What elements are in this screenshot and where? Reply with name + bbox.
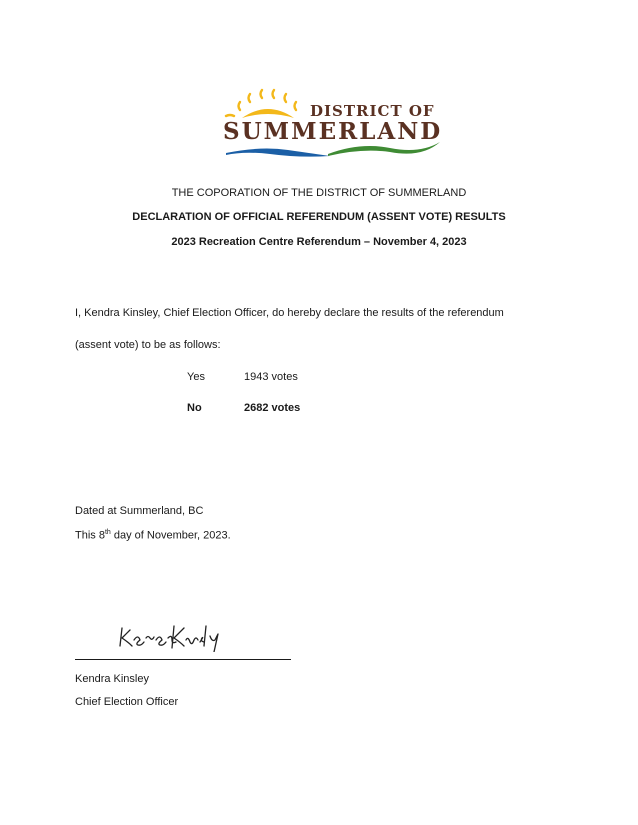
heading-referendum: 2023 Recreation Centre Referendum – November 4, 2023 [171, 236, 467, 248]
dated-place: Dated at Summerland, BC [75, 505, 204, 517]
signatory-name: Kendra Kinsley [75, 673, 149, 685]
declaration-line-2: (assent vote) to be as follows: [75, 339, 221, 351]
dated-day-prefix: This 8 [75, 529, 105, 542]
logo-text-district: DISTRICT OF [310, 102, 435, 120]
district-logo [220, 86, 450, 164]
logo-text-summerland: SUMMERLAND [223, 118, 443, 145]
result-count: 2682 votes [244, 402, 301, 414]
declaration-line-1: I, Kendra Kinsley, Chief Election Officer, do hereby declare the results of the referendum [75, 307, 504, 319]
dated-day-suffix: th [104, 529, 111, 536]
result-label: Yes [187, 371, 205, 383]
signatory-title: Chief Election Officer [75, 696, 179, 708]
heading-corporation: THE COPORATION OF THE DISTRICT OF SUMMERLAND [171, 187, 467, 199]
result-count: 1943 votes [244, 371, 298, 383]
signature-line [75, 659, 291, 660]
heading-declaration: DECLARATION OF OFFICIAL REFERENDUM (ASSENT VOTE) RESULTS [132, 211, 506, 223]
dated-day [75, 529, 231, 542]
result-label: No [187, 402, 202, 414]
handwritten-signature [118, 620, 228, 652]
dated-day-rest: day of November, 2023. [110, 529, 231, 542]
